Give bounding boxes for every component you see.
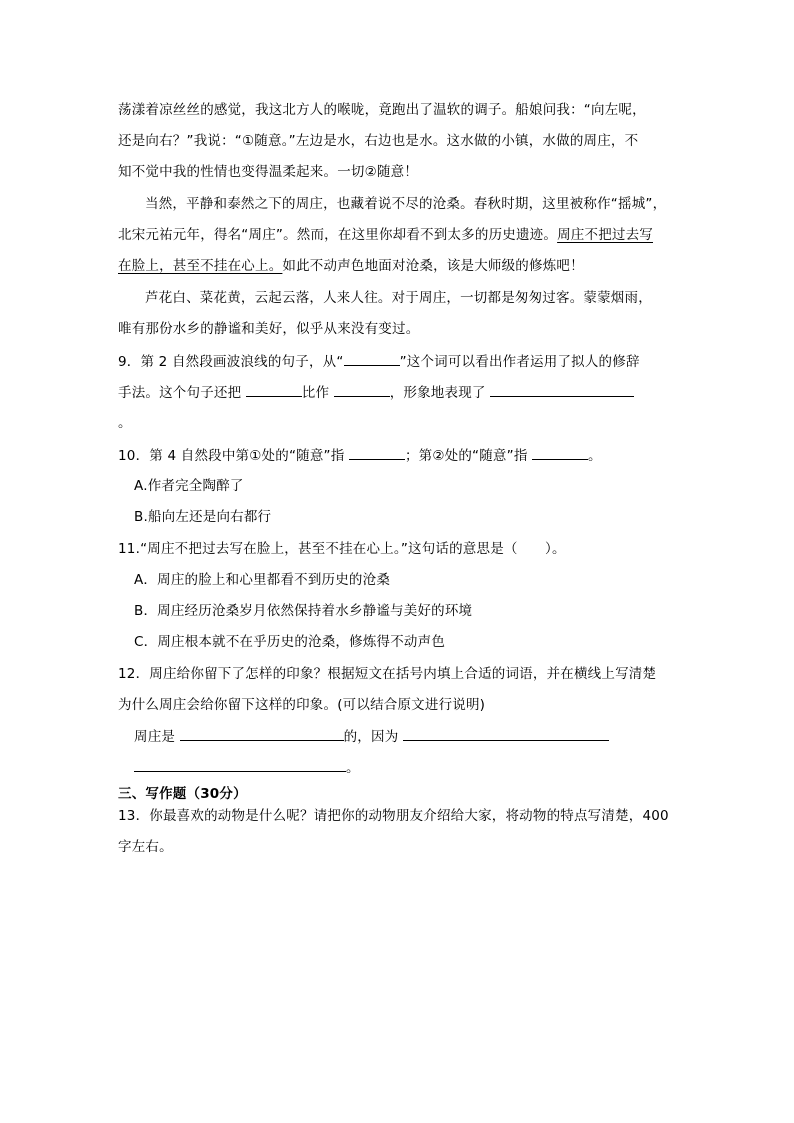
q10-blank-1[interactable]: [349, 445, 405, 460]
q9-text-2: ”这个词可以看出作者运用了拟人的修辞: [399, 354, 640, 370]
q10-blank-2[interactable]: [532, 445, 588, 460]
section-3-heading: 三、写作题（30分）: [118, 786, 247, 802]
underlined-sentence-part1: 周庄不把过去写: [557, 227, 653, 243]
q9-text-3: 手法。这个句子还把: [118, 385, 246, 401]
passage-p2-line2: [118, 225, 653, 245]
passage-p2-line1: 当然，平静和泰然之下的周庄，也藏着说不尽的沧桑。春秋时期，这里被称作“摇城”，: [145, 196, 667, 212]
passage-p2-line3-text: 如此不动声色地面对沧桑，该是大师级的修炼吧！: [282, 258, 584, 274]
q10-text-2: ；第②处的“随意”指: [404, 448, 533, 464]
question-13-line2: 字左右。: [118, 839, 173, 855]
question-11-stem: 11.“周庄不把过去写在脸上，甚至不挂在心上。”这句话的意思是（ ）。: [118, 541, 566, 557]
passage-p1-line2: 还是向右？”我说：“①随意。”左边是水，右边也是水。这水做的小镇，水做的周庄，不: [118, 133, 639, 149]
question-9-end: 。: [118, 415, 132, 431]
q9-text-4: 比作: [301, 385, 334, 401]
question-13-line1: 13．你最喜欢的动物是什么呢？请把你的动物朋友介绍给大家，将动物的特点写清楚，400: [118, 808, 669, 824]
question-12-line1: 12．周庄给你留下了怎样的印象？根据短文在括号内填上合适的词语，并在横线上写清楚: [118, 666, 657, 682]
q10-option-a: A.作者完全陶醉了: [134, 478, 244, 494]
underlined-sentence-part2: 在脸上，甚至不挂在心上。: [118, 258, 283, 274]
q9-text-5: ，形象地表现了: [389, 385, 491, 401]
question-9-line1: [118, 351, 640, 371]
question-12-line2: 为什么周庄会给你留下这样的印象。(可以结合原文进行说明): [118, 697, 486, 713]
q12-prefix: 周庄是: [134, 729, 180, 745]
q12-end: 。: [346, 760, 360, 776]
question-12-answer-line: [118, 726, 609, 746]
q10-text-1: 10．第 4 自然段中第①处的“随意”指: [118, 448, 349, 464]
q9-blank-effect[interactable]: [490, 382, 634, 397]
passage-p1-line1: 荡漾着凉丝丝的感觉，我这北方人的喉咙，竟跑出了温软的调子。船娘问我：“向左呢，: [118, 102, 646, 118]
q11-option-a[interactable]: A．周庄的脸上和心里都看不到历史的沧桑: [134, 572, 391, 588]
q12-blank-reason-1[interactable]: [403, 726, 609, 741]
q10-option-b: B.船向左还是向右都行: [134, 509, 272, 525]
passage-p1-line3: 知不觉中我的性情也变得温柔起来。一切②随意！: [118, 164, 419, 180]
q9-text-1: 9．第 2 自然段画波浪线的句子，从“: [118, 354, 344, 370]
q12-blank-reason-2[interactable]: [134, 757, 346, 772]
question-9-line2: [118, 382, 634, 402]
q11-option-b[interactable]: B．周庄经历沧桑岁月依然保持着水乡静谧与美好的环境: [134, 603, 473, 619]
passage-p3-line2: 唯有那份水乡的静谧和美好，似乎从来没有变过。: [118, 321, 420, 337]
passage-p3-line1: 芦花白、菜花黄，云起云落，人来人往。对于周庄，一切都是匆匆过客。蒙蒙烟雨，: [145, 290, 652, 306]
q12-mid: 的，因为: [343, 729, 403, 745]
q9-blank-subject[interactable]: [246, 382, 302, 397]
passage-p2-line3: [118, 256, 584, 276]
question-10-stem: [118, 445, 602, 465]
q12-blank-impression[interactable]: [180, 726, 344, 741]
q9-blank-object[interactable]: [334, 382, 390, 397]
question-12-answer-line2: [118, 757, 360, 777]
passage-p2-line2-text: 北宋元祐元年，得名“周庄”。然而，在这里你却看不到太多的历史遗迹。: [118, 227, 558, 243]
q10-end: 。: [588, 448, 602, 464]
q9-blank-word[interactable]: [344, 351, 400, 366]
q11-option-c[interactable]: C．周庄根本就不在乎历史的沧桑，修炼得不动声色: [134, 634, 446, 650]
